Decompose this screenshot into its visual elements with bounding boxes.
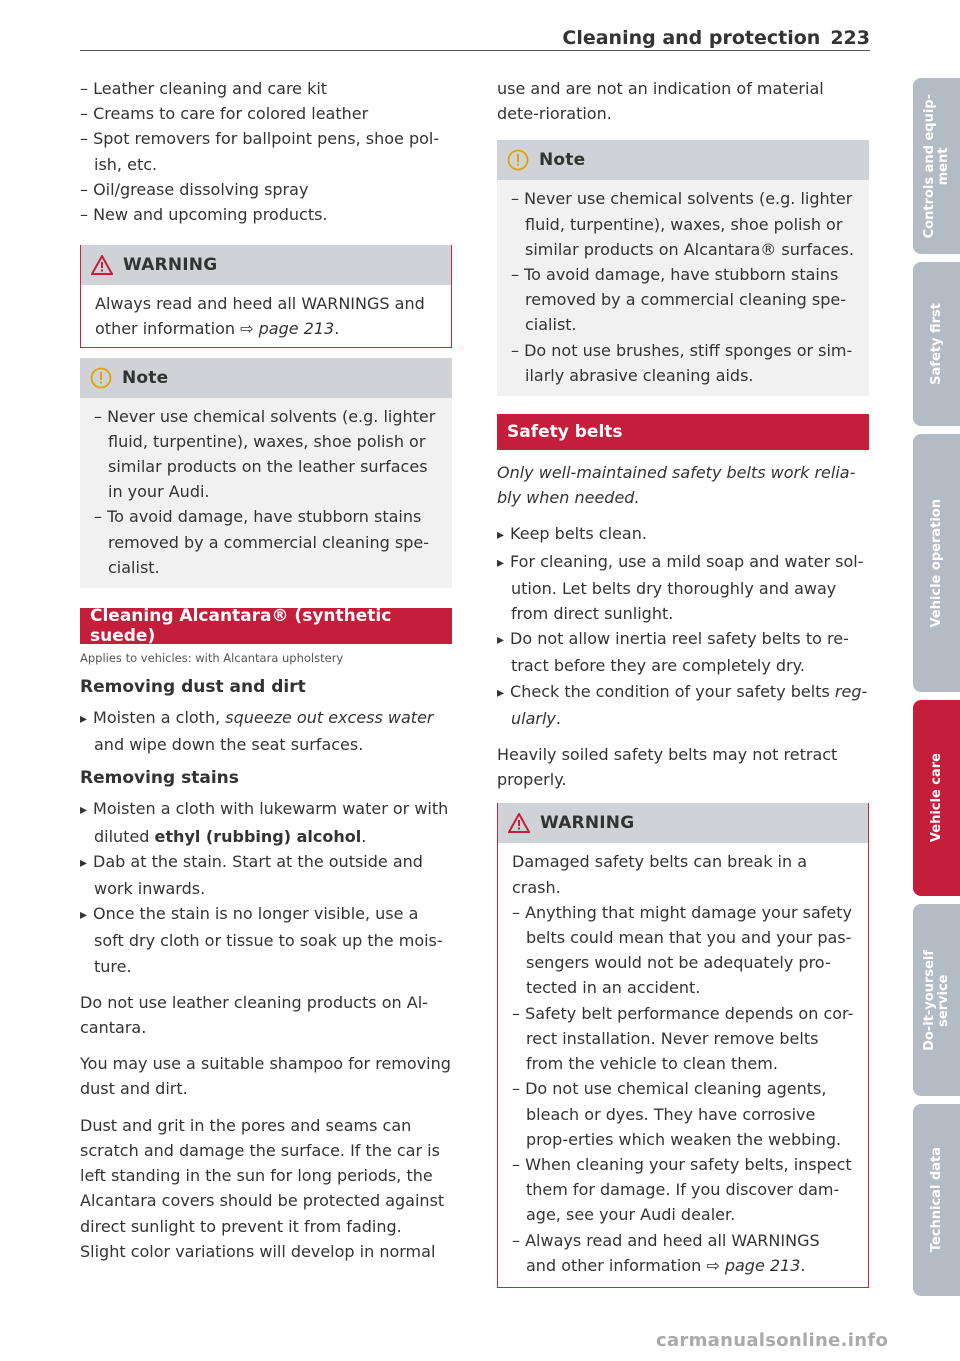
belt-step: ▸ Check the condition of your safety belts reg-ularly. — [497, 679, 869, 731]
warning-body — [498, 843, 868, 1286]
warning-tail: . — [334, 319, 340, 339]
note-item: – Never use chemical solvents (e.g. lighter fluid, turpentine), waxes, shoe polish or similar products on the leather surfaces in your Audi. — [94, 406, 436, 502]
note-title: Note — [122, 367, 169, 388]
stain-step: ▸ Once the stain is no longer visible, use a soft dry cloth or tissue to soak up the mois-ture. — [80, 901, 452, 979]
care-products-list — [80, 76, 452, 227]
tab-controls-and-equipment[interactable]: Controls and equip- ment — [913, 78, 960, 254]
footer-watermark: carmanualsonline.info — [656, 1330, 889, 1351]
note-header — [80, 358, 452, 398]
note-exclamation-icon — [507, 149, 529, 171]
tab-vehicle-operation[interactable]: Vehicle operation — [913, 434, 960, 692]
note-item: – Do not use brushes, stiff sponges or sim-ilarly abrasive cleaning aids. — [511, 340, 853, 385]
paragraph: Dust and grit in the pores and seams can scratch and damage the surface. If the car is left standing in the sun for long periods, the Alcantara covers should be protected against direct sunlight to prevent it from fading. Slight color variations will develop in normal — [80, 1115, 445, 1261]
dust-step: ▸ Moisten a cloth, squeeze out excess water and wipe down the seat surfaces. — [80, 705, 452, 757]
paragraph-continued: use and are not an indication of material dete-rioration. — [497, 79, 824, 124]
belt-step: ▸ Keep belts clean. — [497, 521, 869, 548]
warning-box — [497, 803, 869, 1287]
section-intro: Only well-maintained safety belts work relia-bly when needed. — [497, 463, 856, 508]
list-item: – Creams to care for colored leather — [80, 104, 369, 124]
subheading-dust: Removing dust and dirt — [80, 677, 306, 698]
list-item: – Spot removers for ballpoint pens, shoe pol-ish, etc. — [80, 129, 440, 174]
note-body — [497, 180, 869, 396]
note-item: – Never use chemical solvents (e.g. lighter fluid, turpentine), waxes, shoe polish or similar products on Alcantara® surfaces. — [511, 189, 854, 259]
warning-item: – Do not use chemical cleaning agents, bleach or dyes. They have corrosive prop-erties which weaken the webbing. — [512, 1079, 842, 1149]
stain-step: ▸ Dab at the stain. Start at the outside and work inwards. — [80, 849, 452, 901]
note-exclamation-icon — [90, 367, 112, 389]
warning-text: Always read and heed all WARNINGS and other information — [95, 294, 425, 339]
belt-step: ▸ Do not allow inertia reel safety belts to re-tract before they are completely dry. — [497, 626, 869, 678]
left-column — [80, 76, 452, 1264]
warning-item: – Always read and heed all WARNINGS and other information ⇨ page 213. — [512, 1230, 820, 1275]
warning-box — [80, 245, 452, 347]
paragraph: Heavily soiled safety belts may not retract properly. — [497, 745, 838, 790]
warning-header — [498, 803, 868, 843]
paragraph: You may use a suitable shampoo for removing dust and dirt. — [80, 1054, 451, 1099]
warning-title: WARNING — [123, 255, 218, 276]
tab-vehicle-care[interactable]: Vehicle care — [913, 700, 960, 896]
running-header — [560, 27, 870, 49]
warning-title: WARNING — [540, 813, 635, 834]
note-box — [497, 140, 869, 396]
note-box — [80, 358, 452, 588]
right-column — [497, 76, 869, 1288]
warning-body — [81, 285, 451, 346]
page-link[interactable]: ⇨ page 213 — [706, 1255, 801, 1275]
tab-do-it-yourself-service[interactable]: Do-it-yourself service — [913, 904, 960, 1096]
belt-step: ▸ For cleaning, use a mild soap and water sol-ution. Let belts dry thoroughly and away from direct sunlight. — [497, 549, 869, 627]
warning-lead: Damaged safety belts can break in a crash. — [512, 852, 808, 897]
note-item: – To avoid damage, have stubborn stains removed by a commercial cleaning spe-cialist. — [94, 507, 429, 577]
note-title: Note — [539, 150, 586, 171]
warning-triangle-icon — [508, 813, 530, 833]
warning-header — [81, 245, 451, 285]
warning-item: – Anything that might damage your safety belts could mean that you and your pas-sengers would not be adequately pro-tected in an accident. — [512, 902, 853, 998]
list-item: – Oil/grease dissolving spray — [80, 179, 309, 199]
paragraph: Do not use leather cleaning products on Al-cantara. — [80, 992, 428, 1038]
note-header — [497, 140, 869, 180]
applies-to: Applies to vehicles: with Alcantara upholstery — [80, 651, 344, 666]
warning-item: – Safety belt performance depends on cor-rect installation. Never remove belts from the vehicle to clean them. — [512, 1003, 854, 1074]
warning-item: – When cleaning your safety belts, inspect them for damage. If you discover dam-age, see your Audi dealer. — [512, 1154, 852, 1225]
subheading-stains: Removing stains — [80, 768, 239, 789]
tab-technical-data[interactable]: Technical data — [913, 1104, 960, 1296]
page-number: 223 — [830, 27, 870, 49]
list-item: – Leather cleaning and care kit — [80, 79, 328, 98]
list-item: – New and upcoming products. — [80, 205, 328, 225]
section-heading-alcantara: Cleaning Alcantara® (synthetic suede) — [80, 608, 452, 644]
section-heading-safety-belts: Safety belts — [497, 414, 869, 450]
header-rule — [80, 50, 870, 51]
chapter-title: Cleaning and protection — [562, 27, 821, 49]
note-item: – To avoid damage, have stubborn stains removed by a commercial cleaning spe-cialist. — [511, 265, 846, 335]
tab-safety-first[interactable]: Safety first — [913, 262, 960, 426]
stain-step: ▸ Moisten a cloth with lukewarm water or with diluted ethyl (rubbing) alcohol. — [80, 796, 452, 848]
page-link[interactable]: ⇨ page 213 — [240, 319, 335, 339]
note-body — [80, 398, 452, 588]
warning-triangle-icon — [91, 255, 113, 275]
